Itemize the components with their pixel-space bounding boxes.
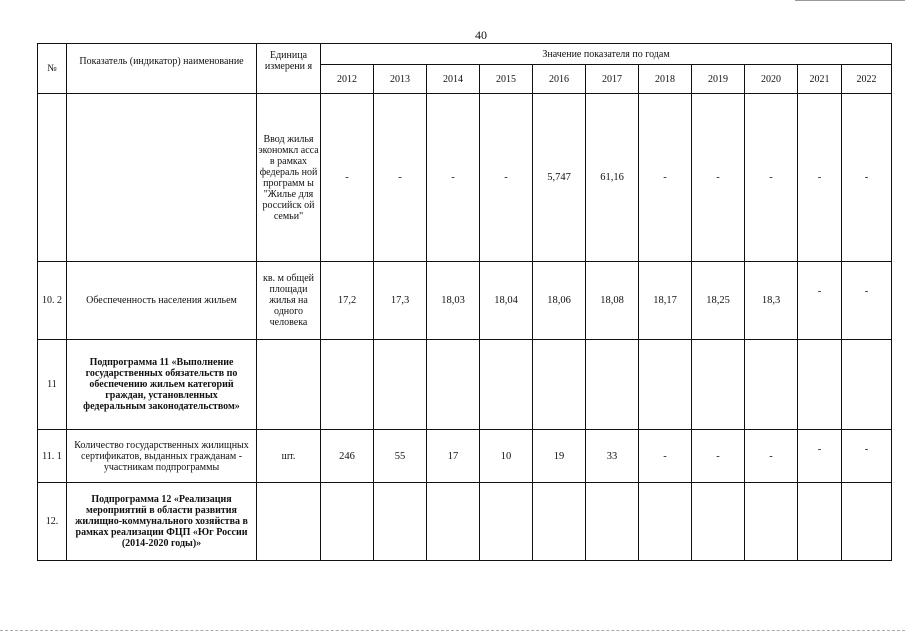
row-value: 18,03: [427, 262, 480, 340]
row-value: [586, 340, 639, 430]
row-number: [38, 94, 67, 262]
row-value: -: [321, 94, 374, 262]
row-value: 61,16: [586, 94, 639, 262]
row-value: -: [798, 94, 842, 262]
row-unit: Ввод жилья экономкл асса в рамках федераль ной программ ы "Жилье для российск ой семьи": [257, 94, 321, 262]
row-value: 33: [586, 430, 639, 483]
row-value: [480, 340, 533, 430]
row-value: [533, 483, 586, 561]
row-value: [639, 340, 692, 430]
row-unit: [257, 483, 321, 561]
header-number: №: [38, 44, 67, 94]
table-row: [38, 430, 892, 483]
row-value: [745, 340, 798, 430]
row-value: [374, 340, 427, 430]
header-year: 2020: [745, 65, 798, 94]
table-row: [38, 262, 892, 340]
row-value: 19: [533, 430, 586, 483]
row-unit: [257, 340, 321, 430]
row-indicator-name: Подпрограмма 11 «Выполнение государственных обязательств по обеспечению жильем категорий граждан, установленных федеральным законодательством»: [67, 340, 257, 430]
row-value: 18,08: [586, 262, 639, 340]
row-value: -: [798, 262, 842, 340]
row-value: [480, 483, 533, 561]
row-indicator-name: Количество государственных жилищных сертификатов, выданных гражданам - участникам подпрограммы: [67, 430, 257, 483]
table-row: [38, 94, 892, 262]
row-value: [745, 483, 798, 561]
row-indicator-name: Обеспеченность населения жильем: [67, 262, 257, 340]
row-unit: шт.: [257, 430, 321, 483]
row-value: -: [639, 430, 692, 483]
row-value: [374, 483, 427, 561]
row-value: -: [639, 94, 692, 262]
row-value: [798, 483, 842, 561]
row-value: -: [427, 94, 480, 262]
row-value: -: [374, 94, 427, 262]
row-value: 17,2: [321, 262, 374, 340]
row-value: [842, 340, 892, 430]
row-value: 18,17: [639, 262, 692, 340]
row-value: 55: [374, 430, 427, 483]
header-year: 2015: [480, 65, 533, 94]
header-year: 2019: [692, 65, 745, 94]
header-year: 2012: [321, 65, 374, 94]
row-value: [427, 483, 480, 561]
row-value: -: [745, 94, 798, 262]
row-value: 18,06: [533, 262, 586, 340]
row-number: 12.: [38, 483, 67, 561]
header-year: 2021: [798, 65, 842, 94]
row-value: [842, 483, 892, 561]
row-value: 246: [321, 430, 374, 483]
indicators-table: [37, 43, 892, 561]
header-values-by-year: Значение показателя по годам: [321, 44, 892, 65]
row-value: [321, 483, 374, 561]
header-year: 2017: [586, 65, 639, 94]
page-number: 40: [475, 28, 487, 42]
row-value: [692, 340, 745, 430]
row-value: -: [798, 430, 842, 483]
row-value: [798, 340, 842, 430]
row-number: 11: [38, 340, 67, 430]
row-value: -: [842, 94, 892, 262]
row-value: [533, 340, 586, 430]
row-value: 10: [480, 430, 533, 483]
row-number: 11. 1: [38, 430, 67, 483]
row-value: [692, 483, 745, 561]
header-year: 2013: [374, 65, 427, 94]
row-value: 18,25: [692, 262, 745, 340]
row-value: -: [842, 430, 892, 483]
table-row: [38, 483, 892, 561]
row-indicator-name: [67, 94, 257, 262]
row-value: [639, 483, 692, 561]
table-row: [38, 340, 892, 430]
top-edge-line: [795, 0, 905, 1]
row-value: 5,747: [533, 94, 586, 262]
row-value: [586, 483, 639, 561]
row-indicator-name: Подпрограмма 12 «Реализация мероприятий в области развития жилищно-коммунального хозяйства в рамках реализации ФЦП «Юг России (2014-2020 годы)»: [67, 483, 257, 561]
row-value: -: [480, 94, 533, 262]
header-unit: Единица измерени я: [257, 44, 321, 94]
header-indicator-name: Показатель (индикатор) наименование: [67, 44, 257, 94]
header-year: 2016: [533, 65, 586, 94]
header-year: 2014: [427, 65, 480, 94]
row-unit: кв. м общей площади жилья на одного человека: [257, 262, 321, 340]
bottom-edge-line: [0, 630, 905, 631]
row-number: 10. 2: [38, 262, 67, 340]
row-value: 17,3: [374, 262, 427, 340]
row-value: -: [745, 430, 798, 483]
row-value: [427, 340, 480, 430]
header-year: 2018: [639, 65, 692, 94]
row-value: 18,04: [480, 262, 533, 340]
row-value: [321, 340, 374, 430]
row-value: -: [692, 430, 745, 483]
row-value: -: [842, 262, 892, 340]
header-year: 2022: [842, 65, 892, 94]
row-value: -: [692, 94, 745, 262]
row-value: 17: [427, 430, 480, 483]
row-value: 18,3: [745, 262, 798, 340]
